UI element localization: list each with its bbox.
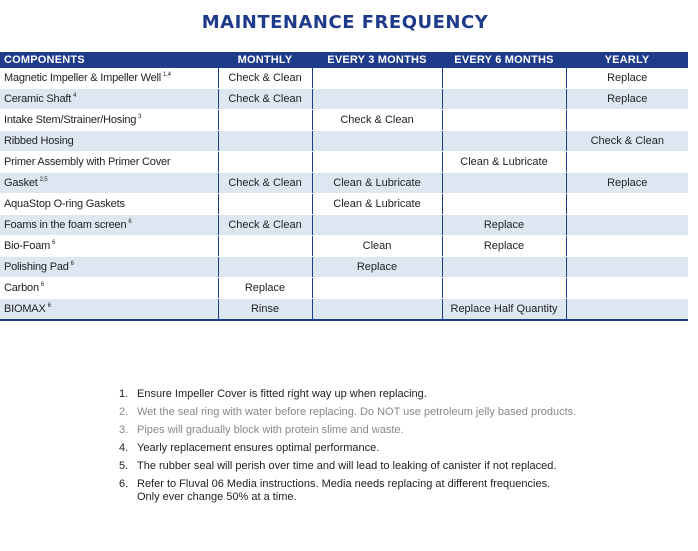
monthly-cell: Check & Clean — [218, 68, 312, 89]
component-name: Bio-Foam — [4, 240, 51, 252]
table-row — [0, 173, 688, 194]
component-name: Magnetic Impeller & Impeller Well — [4, 72, 162, 84]
every-3-months-cell: Clean & Lubricate — [312, 173, 442, 194]
every-6-months-cell — [442, 194, 566, 215]
component-name: Ribbed Hosing — [4, 135, 74, 147]
component-name: Intake Stem/Strainer/Hosing — [4, 114, 137, 126]
every-6-months-cell — [442, 278, 566, 299]
footnote-ref: 2,5 — [39, 177, 48, 184]
monthly-cell: Check & Clean — [218, 215, 312, 236]
monthly-cell: Check & Clean — [218, 89, 312, 110]
every-3-months-cell — [312, 89, 442, 110]
header-every-3-months: EVERY 3 MONTHS — [312, 52, 442, 68]
monthly-cell — [218, 110, 312, 131]
every-3-months-cell: Clean — [312, 236, 442, 257]
footnote-text: Wet the seal ring with water before replacing. Do NOT use petroleum jelly based products. — [137, 406, 577, 418]
footnote-number: 5. — [119, 460, 129, 472]
footnote-item — [119, 460, 679, 473]
component-name: Primer Assembly with Primer Cover — [4, 156, 171, 168]
component-name: BIOMAX — [4, 303, 46, 315]
yearly-cell: Replace — [566, 173, 688, 194]
every-3-months-cell — [312, 215, 442, 236]
table-row — [0, 89, 688, 110]
every-6-months-cell — [442, 110, 566, 131]
header-components: COMPONENTS — [0, 52, 218, 68]
yearly-cell: Replace — [566, 89, 688, 110]
table-row — [0, 215, 688, 236]
yearly-cell — [566, 299, 688, 321]
table-body — [0, 68, 688, 320]
every-3-months-cell: Check & Clean — [312, 110, 442, 131]
footnotes-list — [119, 388, 679, 509]
component-cell — [0, 131, 218, 152]
table-row — [0, 257, 688, 278]
component-cell — [0, 278, 218, 299]
footnote-ref: 6 — [47, 303, 51, 310]
yearly-cell — [566, 215, 688, 236]
component-cell — [0, 89, 218, 110]
monthly-cell — [218, 194, 312, 215]
component-name: Foams in the foam screen — [4, 219, 127, 231]
yearly-cell: Check & Clean — [566, 131, 688, 152]
footnote-text: Ensure Impeller Cover is fitted right way up when replacing. — [137, 388, 427, 400]
every-6-months-cell — [442, 89, 566, 110]
table-row — [0, 278, 688, 299]
component-cell — [0, 236, 218, 257]
every-3-months-cell — [312, 68, 442, 89]
component-cell — [0, 194, 218, 215]
every-3-months-cell — [312, 299, 442, 321]
table-row — [0, 131, 688, 152]
yearly-cell: Replace — [566, 68, 688, 89]
component-name: Gasket — [4, 177, 38, 189]
component-name: Polishing Pad — [4, 261, 69, 273]
every-3-months-cell: Clean & Lubricate — [312, 194, 442, 215]
table-header-row — [0, 52, 688, 68]
component-cell — [0, 173, 218, 194]
header-yearly: YEARLY — [566, 52, 688, 68]
maintenance-table — [0, 52, 688, 321]
footnote-ref: 3 — [138, 114, 142, 121]
footnote-text: The rubber seal will perish over time and will lead to leaking of canister if not replaced. — [137, 460, 557, 472]
yearly-cell — [566, 236, 688, 257]
every-6-months-cell: Replace — [442, 236, 566, 257]
footnote-number: 2. — [119, 406, 129, 418]
every-3-months-cell: Replace — [312, 257, 442, 278]
monthly-cell: Replace — [218, 278, 312, 299]
footnote-number: 3. — [119, 424, 129, 436]
table-row — [0, 152, 688, 173]
footnote-ref: 4 — [73, 93, 77, 100]
monthly-cell: Check & Clean — [218, 173, 312, 194]
footnote-ref: 6 — [52, 240, 56, 247]
footnote-number: 4. — [119, 442, 129, 454]
footnote-text-continued: Only ever change 50% at a time. — [137, 491, 297, 503]
header-every-6-months: EVERY 6 MONTHS — [442, 52, 566, 68]
footnote-item — [119, 388, 679, 401]
component-cell — [0, 68, 218, 89]
component-cell — [0, 257, 218, 278]
footnote-text-block — [137, 406, 679, 419]
monthly-cell — [218, 131, 312, 152]
footnote-text-block — [137, 478, 679, 504]
component-name: Carbon — [4, 282, 39, 294]
yearly-cell — [566, 278, 688, 299]
footnote-number: 1. — [119, 388, 129, 400]
footnote-ref: 6 — [128, 219, 132, 226]
page-title: MAINTENANCE FREQUENCY — [201, 12, 489, 33]
component-name: AquaStop O-ring Gaskets — [4, 198, 125, 210]
every-6-months-cell — [442, 173, 566, 194]
footnote-text-block — [137, 388, 679, 401]
footnote-item — [119, 442, 679, 455]
footnote-text: Pipes will gradually block with protein slime and waste. — [137, 424, 404, 436]
yearly-cell — [566, 194, 688, 215]
footnote-text-block — [137, 442, 679, 455]
table-row — [0, 110, 688, 131]
monthly-cell — [218, 257, 312, 278]
yearly-cell — [566, 110, 688, 131]
table-row — [0, 299, 688, 321]
table-row — [0, 68, 688, 89]
component-cell — [0, 299, 218, 321]
yearly-cell — [566, 257, 688, 278]
footnote-ref: 6 — [70, 261, 74, 268]
footnote-text-block — [137, 424, 679, 437]
monthly-cell — [218, 236, 312, 257]
yearly-cell — [566, 152, 688, 173]
footnote-number: 6. — [119, 478, 129, 490]
every-3-months-cell — [312, 152, 442, 173]
footnote-text: Refer to Fluval 06 Media instructions. Media needs replacing at different frequencies. — [137, 478, 551, 490]
footnote-item — [119, 424, 679, 437]
monthly-cell: Rinse — [218, 299, 312, 321]
monthly-cell — [218, 152, 312, 173]
component-cell — [0, 152, 218, 173]
component-cell — [0, 110, 218, 131]
every-3-months-cell — [312, 131, 442, 152]
every-6-months-cell — [442, 257, 566, 278]
footnote-ref: 6 — [40, 282, 45, 289]
footnote-item — [119, 406, 679, 419]
every-3-months-cell — [312, 278, 442, 299]
every-6-months-cell — [442, 68, 566, 89]
footnote-text: Yearly replacement ensures optimal performance. — [137, 442, 380, 454]
table-row — [0, 236, 688, 257]
every-6-months-cell: Replace — [442, 215, 566, 236]
component-cell — [0, 215, 218, 236]
table-row — [0, 194, 688, 215]
footnote-item — [119, 478, 679, 504]
header-monthly: MONTHLY — [218, 52, 312, 68]
footnote-ref: 1,4 — [163, 72, 171, 79]
every-6-months-cell: Clean & Lubricate — [442, 152, 566, 173]
footnote-text-block — [137, 460, 679, 473]
component-name: Ceramic Shaft — [4, 93, 72, 105]
every-6-months-cell — [442, 131, 566, 152]
every-6-months-cell: Replace Half Quantity — [442, 299, 566, 321]
